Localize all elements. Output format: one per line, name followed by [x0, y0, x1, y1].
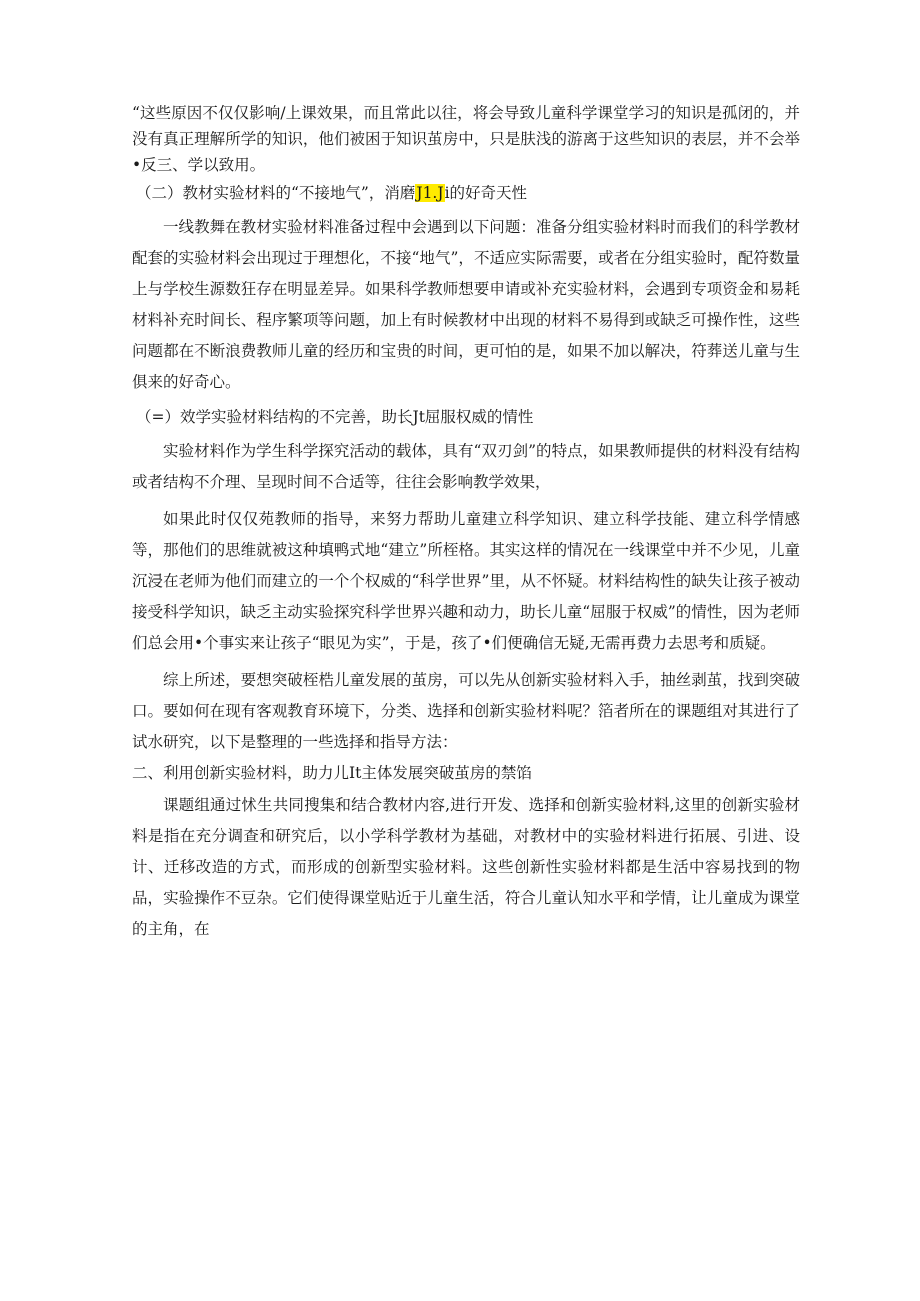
section-heading-2-text: （二）教材实验材料的“不接地气”，消磨 — [136, 184, 416, 202]
paragraph-innovative-materials: 课题组通过怵生共同搜集和结合教材内容,进行开发、选择和创新实验材料,这里的创新实验材料是指在充分调查和研究后，以小学科学教材为基础，对教材中的实验材料进行拓展、引进、设计、迁移改造的方式，而形成的创新型实验材料。这些创新性实验材料都是生活中容易找到的物品，实验操作不豆杂。它们使得课堂贴近于儿童生活，符合儿童认知水平和学情，让儿童成为课堂的主角，在 — [132, 796, 800, 938]
section-heading-2 — [132, 178, 800, 208]
highlighted-text: J1.J — [416, 184, 444, 202]
section-heading-2-tail: i的好奇天性 — [444, 184, 528, 202]
paragraph-materials-problems: 一线教舞在教材实验材料准备过程中会遇到以下问题：准备分组实验材料时而我们的科学教材配套的实验材料会出现过于理想化，不接“地气”，不适应实际需要，或者在分组实验时，配符数量上与学校生源数狂存在明显差异。如果科学教师想要申请或补充实验材料，会遇到专项资金和易耗材料补充时间长、程序繁项等问题，加上有时候教材中出现的材料不易得到或缺乏可操作性，这些问题都在不断浪费教师儿童的经历和宝贵的时间，更可怕的是，如果不加以解决，符葬送儿童与生俱来的好奇心。 — [132, 218, 800, 391]
paragraph-intro: “这些原因不仅仅影响/上课效果，而且常此以往，将会导致儿童科学课堂学习的知识是孤闭的，并没有真正理解所学的知识，他们被困于知识茧房中，只是肤浅的游离于这些知识的表层，并不会举•反三、学以致用。 — [132, 104, 800, 174]
section-heading-3: （=）效学实验材料结构的不完善，助长Jt屈服权威的情性 — [136, 408, 534, 426]
paragraph-material-carrier: 实验材料作为学生科学探究活动的载体，具有“双刃剑”的特点，如果教师提供的材料没有结构或者结构不介理、呈现时间不合适等，往往会影响教学效果， — [132, 442, 800, 491]
paragraph-authority: 如果此时仅仅苑教师的指导，来努力帮助儿童建立科学知识、建立科学技能、建立科学情感等，那他们的思维就被这种填鸭式地“建立”所桎格。其实这样的情况在一线课堂中并不少见，儿童沉浸在老师为他们而建立的一个个权威的“科学世界”里，从不怀疑。材料结构性的缺失让孩子被动接受科学知识，缺乏主动实验探究科学世界兴趣和动力，助长儿童“屈服于权威”的情性，因为老师们总会用•个事实来让孩子“眼见为实”，于是，孩了•们便确信无疑,无需再费力去思考和质疑。 — [132, 510, 800, 652]
document-page — [132, 100, 800, 945]
paragraph-summary: 综上所述，要想突破桎梏儿童发展的茧房，可以先从创新实验材料入手，抽丝剥茧，找到突破口。要如何在现有客观教育环境下，分类、选择和创新实验材料呢？箔者所在的课题组对其进行了试水研究，以下是整理的一些选择和指导方法： — [132, 671, 800, 751]
section-heading-part-two: 二、利用创新实验材料，助力儿It主体发展突破茧房的禁馅 — [132, 764, 532, 782]
